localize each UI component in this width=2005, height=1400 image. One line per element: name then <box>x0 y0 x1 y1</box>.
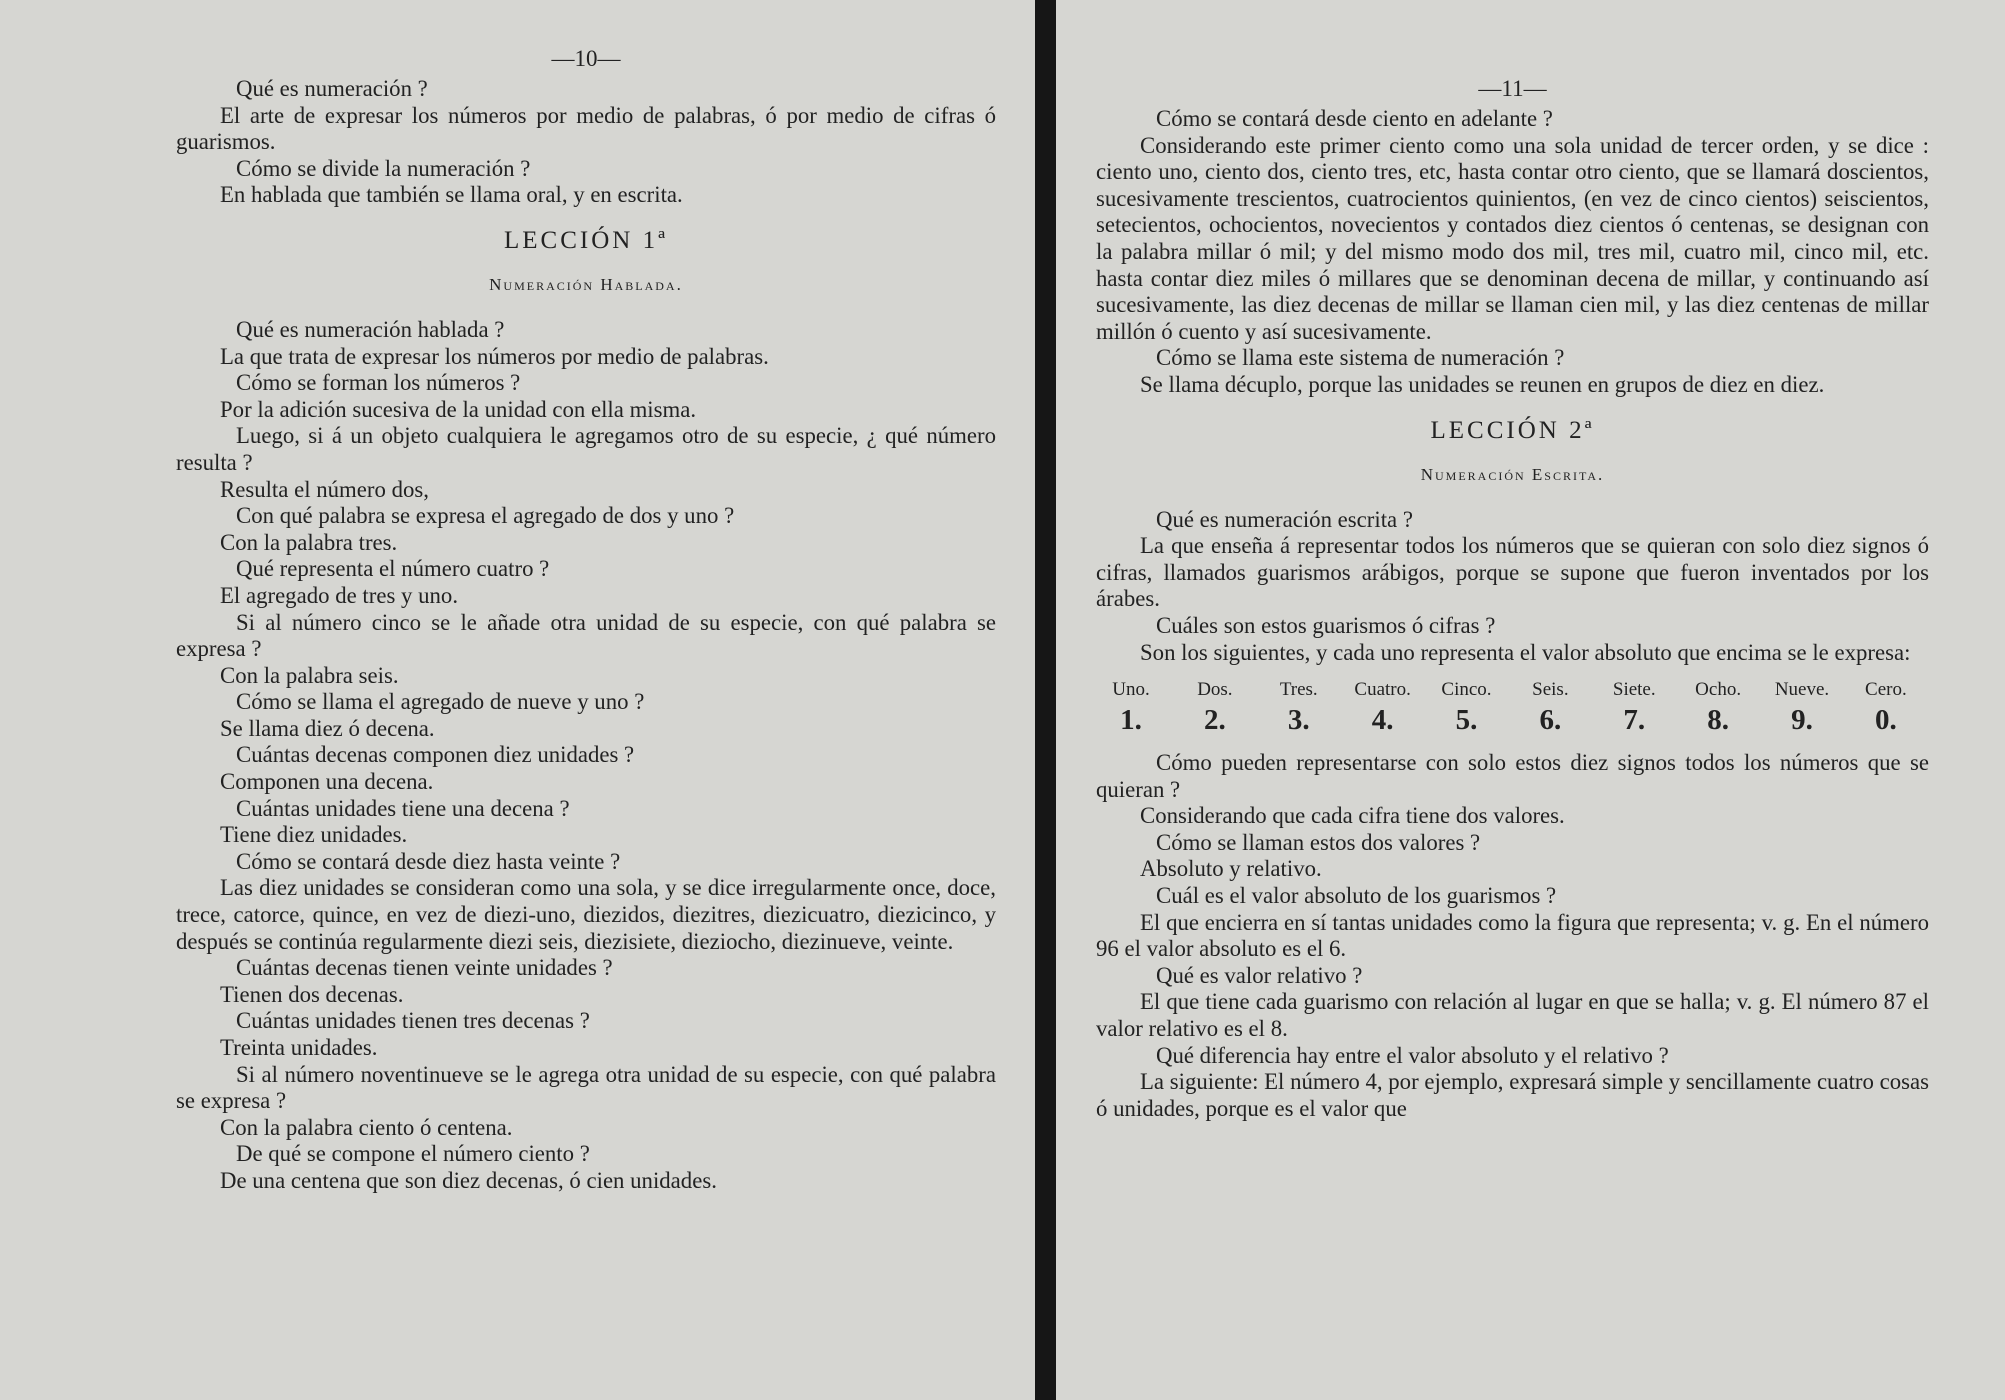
answer-text: Con la palabra tres. <box>220 529 398 555</box>
digit-value: 2. <box>1204 704 1226 737</box>
digit-name: Cinco. <box>1441 679 1492 701</box>
digit-table <box>1096 678 1921 738</box>
answer-text: Absoluto y relativo. <box>1140 856 1322 882</box>
question-text: De qué se compone el número ciento ? <box>236 1141 590 1167</box>
answer-text: El arte de expresar los números por medio de palabras, ó por medio de cifras ó guarismos. <box>176 102 996 155</box>
question-text: Cómo se forman los números ? <box>236 370 521 396</box>
digit-cell <box>1432 678 1502 738</box>
digit-cell <box>1348 678 1418 738</box>
question-text: Cómo se llama el agregado de nueve y uno ? <box>236 689 645 715</box>
right-page <box>1056 0 2005 1400</box>
page-body <box>1096 106 1929 666</box>
answer-text: Son los siguientes, y cada uno representa el valor absoluto que encima se le expresa: <box>1140 639 1911 665</box>
page-body-continued <box>1096 750 1929 1122</box>
question-text: Si al número noventinueve se le agrega otra unidad de su especie, con qué palabra se expresa ? <box>176 1061 996 1114</box>
digit-value: 9. <box>1791 704 1813 737</box>
digit-cell <box>1767 678 1837 738</box>
digit-value: 6. <box>1539 704 1562 737</box>
page-body <box>176 76 996 1195</box>
digit-cell <box>1851 678 1921 738</box>
digit-name: Seis. <box>1532 679 1569 701</box>
question-text: Cuántas decenas componen diez unidades ? <box>236 742 635 768</box>
question-text: Qué representa el número cuatro ? <box>236 556 550 582</box>
digit-value: 3. <box>1287 704 1310 737</box>
digit-name: Uno. <box>1112 679 1150 701</box>
answer-text: Considerando que cada cifra tiene dos valores. <box>1140 803 1565 829</box>
answer-text: Se llama décuplo, porque las unidades se reunen en grupos de diez en diez. <box>1140 371 1825 397</box>
section-heading: Numeración Hablada. <box>489 274 683 294</box>
answer-text: El que tiene cada guarismo con relación al lugar en que se halla; v. g. El número 87 el valor relativo es el 8. <box>1096 989 1929 1042</box>
question-text: Cuál es el valor absoluto de los guarismos ? <box>1156 883 1557 909</box>
digit-name: Tres. <box>1279 679 1318 701</box>
question-text: Cuántas decenas tienen veinte unidades ? <box>236 955 613 981</box>
answer-text: El que encierra en sí tantas unidades como la figura que representa; v. g. En el número 96 el valor absoluto es el 6. <box>1096 909 1929 962</box>
answer-text: De una centena que son diez decenas, ó cien unidades. <box>220 1167 717 1193</box>
question-text: Cómo pueden representarse con solo estos diez signos todos los números que se quieran ? <box>1096 750 1929 802</box>
digit-cell <box>1264 678 1334 738</box>
answer-text: Por la adición sucesiva de la unidad con ella misma. <box>220 396 697 422</box>
answer-text: El agregado de tres y uno. <box>220 582 459 608</box>
digit-name: Cuatro. <box>1354 679 1411 701</box>
book-gutter <box>1035 0 1057 1400</box>
question-text: Cómo se llaman estos dos valores ? <box>1156 829 1481 855</box>
digit-name: Ocho. <box>1695 679 1742 701</box>
digit-cell <box>1096 678 1166 738</box>
answer-text: La siguiente: El número 4, por ejemplo, expresará simple y sencillamente cuatro cosas ó unidades, porque es el valor que <box>1096 1069 1929 1121</box>
question-text: Cuántas unidades tiene una decena ? <box>236 795 570 821</box>
question-text: Qué es numeración escrita ? <box>1156 506 1413 532</box>
answer-text: Las diez unidades se consideran como una sola, y se dice irregularmente once, doce, trece, catorce, quince, en vez de diezi-uno, diezidos, diezitres, diezicuatro, diezicinco, y después se continúa regularmente diezi seis, diezisiete, dieziocho, diezinueve, veinte. <box>176 875 996 954</box>
digit-name: Nueve. <box>1774 679 1830 701</box>
digit-name: Cero. <box>1865 679 1907 701</box>
question-text: Qué es numeración ? <box>236 76 428 101</box>
answer-text: Treinta unidades. <box>220 1035 378 1060</box>
answer-text: Resulta el número dos, <box>220 476 429 502</box>
answer-text: Se llama diez ó decena. <box>220 715 435 741</box>
answer-text: En hablada que también se llama oral, y en escrita. <box>220 182 683 208</box>
digit-cell <box>1515 678 1585 738</box>
digit-value: 5. <box>1455 704 1478 737</box>
digit-name: Dos. <box>1197 679 1233 701</box>
digit-name: Siete. <box>1612 679 1656 701</box>
question-text: Cómo se divide la numeración ? <box>236 155 531 181</box>
digit-value: 0. <box>1875 704 1897 737</box>
answer-text: Con la palabra ciento ó centena. <box>220 1114 513 1140</box>
question-text: Qué es valor relativo ? <box>1156 962 1363 988</box>
question-text: Qué es numeración hablada ? <box>236 316 505 342</box>
question-text: Cómo se contará desde ciento en adelante ? <box>1156 106 1553 131</box>
page-number: —10— <box>551 46 621 71</box>
section-heading: Numeración Escrita. <box>1420 464 1605 484</box>
digit-cell <box>1599 678 1669 738</box>
answer-text: Tienen dos decenas. <box>220 981 404 1007</box>
question-text: Cómo se contará desde diez hasta veinte ? <box>236 848 621 874</box>
page-number: —11— <box>1478 76 1547 101</box>
digit-cell <box>1683 678 1753 738</box>
question-text: Con qué palabra se expresa el agregado de dos y uno ? <box>236 503 735 529</box>
answer-text: Con la palabra seis. <box>220 662 399 688</box>
lesson-heading: LECCIÓN 1ª <box>504 226 668 254</box>
digit-value: 8. <box>1707 704 1729 737</box>
question-text: Si al número cinco se le añade otra unidad de su especie, con qué palabra se expresa ? <box>176 609 996 662</box>
digit-value: 7. <box>1623 704 1646 737</box>
question-text: Qué diferencia hay entre el valor absoluto y el relativo ? <box>1156 1042 1669 1068</box>
question-text: Cuántas unidades tienen tres decenas ? <box>236 1008 590 1034</box>
lesson-heading: LECCIÓN 2ª <box>1430 416 1595 444</box>
answer-text: Componen una decena. <box>220 769 434 795</box>
question-text: Cuáles son estos guarismos ó cifras ? <box>1156 612 1496 638</box>
question-text: Luego, si á un objeto cualquiera le agregamos otro de su especie, ¿ qué número resulta ? <box>176 423 996 475</box>
answer-text: Tiene diez unidades. <box>220 822 408 848</box>
answer-text: Considerando este primer ciento como una sola unidad de tercer orden, y se dice : ciento uno, ciento dos, ciento tres, etc, hasta contar otro ciento, que se llamará doscientos, sucesivamente trescientos, cuatrocientos quinientos, (en vez de cinco cientos) seiscientos, setecientos, ochocientos, novecientos y contados diez cientos ó centenas, se designan con la palabra millar ó mil; y del mismo modo dos mil, tres mil, cuatro mil, cinco mil, etc. hasta contar diez miles ó millares que se denominan decena de millar, y continuando así sucesivamente, las diez decenas de millar se llaman cien mil, y las diez centenas de millar millón ó cuento y así sucesivamente. <box>1096 132 1929 344</box>
answer-text: La que trata de expresar los números por medio de palabras. <box>220 343 769 369</box>
digit-cell <box>1180 678 1250 738</box>
digit-value: 1. <box>1120 704 1142 737</box>
question-text: Cómo se llama este sistema de numeración ? <box>1156 345 1565 371</box>
answer-text: La que enseña á representar todos los números que se quieran con solo diez signos ó cifras, llamados guarismos arábigos, porque se supone que fueron inventados por los árabes. <box>1096 533 1929 612</box>
digit-value: 4. <box>1371 704 1394 737</box>
